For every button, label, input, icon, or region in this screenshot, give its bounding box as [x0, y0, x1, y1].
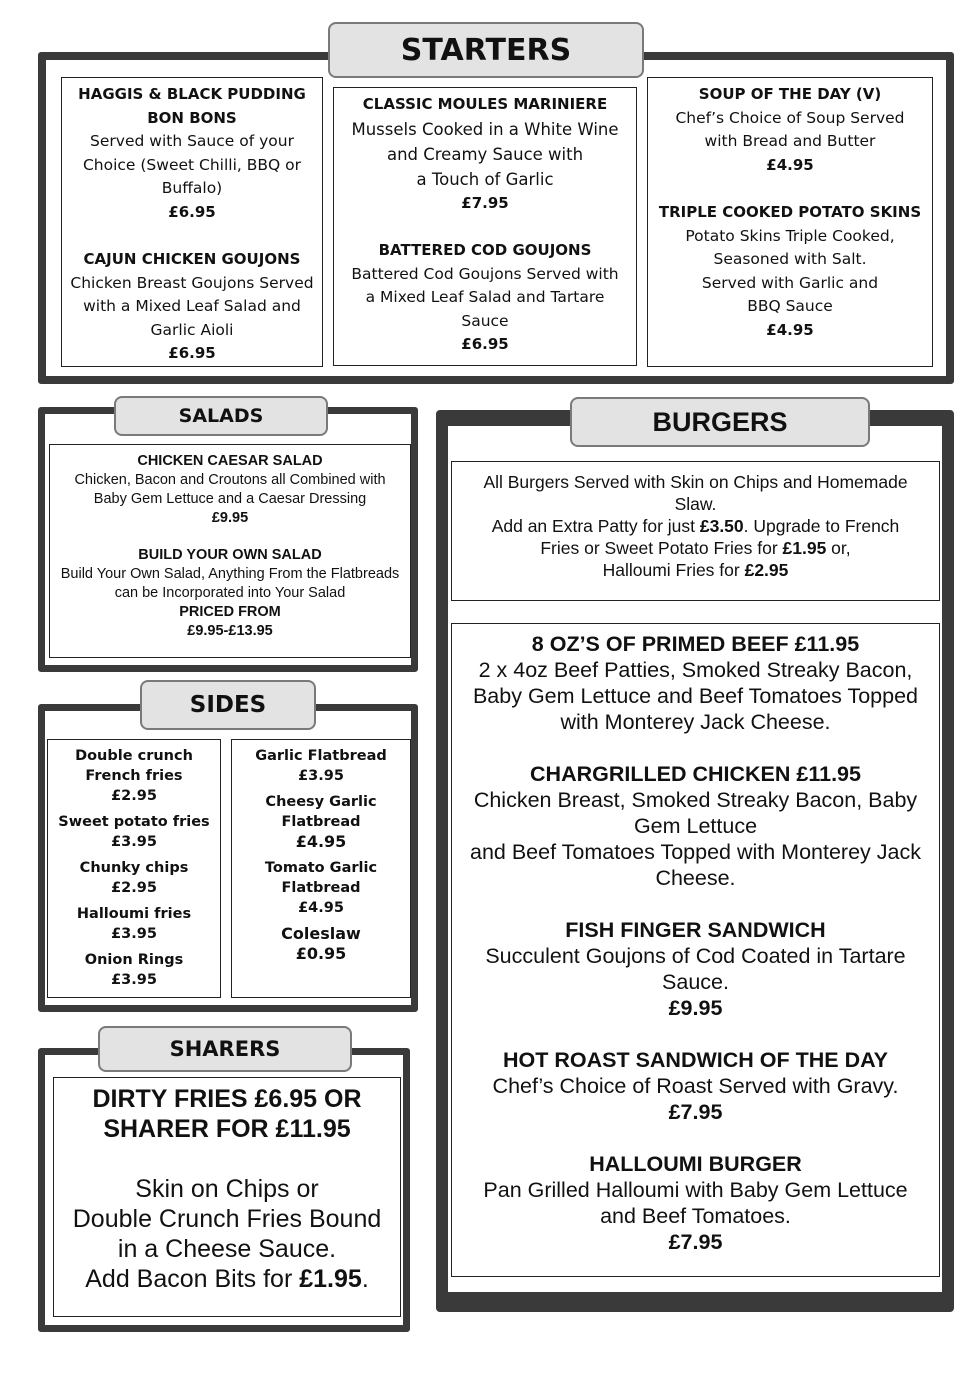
menu-item: [460, 917, 931, 1021]
item-price: £6.95: [168, 202, 216, 221]
sharer-heading: SHARER FOR £11.95: [103, 1115, 351, 1143]
item-name: HOT ROAST SANDWICH OF THE DAY: [502, 1048, 889, 1072]
sharers-box: [53, 1077, 401, 1317]
sharer-text: Add Bacon Bits for: [85, 1265, 300, 1293]
intro-text: [470, 515, 921, 559]
menu-item: [342, 93, 628, 215]
item-name: CLASSIC MOULES MARINIERE: [362, 95, 608, 113]
item-description: 2 x 4oz Beef Patties, Smoked Streaky Bacon, Baby Gem Lettuce and Beef Tomatoes Topped with Monterey Jack Cheese.: [472, 658, 919, 734]
intro-span: or,: [826, 538, 851, 558]
starters-column-2: [333, 87, 637, 366]
item-name: SOUP OF THE DAY (V): [698, 85, 882, 103]
item-name: BUILD YOUR OWN SALAD: [138, 547, 322, 563]
intro-text: [470, 559, 921, 581]
item-description: Chicken Breast, Smoked Streaky Bacon, Baby Gem Lettuce: [473, 788, 918, 838]
intro-price: £3.50: [699, 516, 744, 536]
item-name: HAGGIS & BLACK PUDDING BON BONS: [78, 85, 306, 127]
side-item: [52, 858, 216, 898]
side-item: [236, 924, 406, 964]
side-item: [52, 746, 216, 806]
sharers-title: SHARERS: [98, 1026, 352, 1072]
item-price: £7.95: [668, 1100, 723, 1124]
item-name: Double crunch French fries: [75, 748, 193, 784]
menu-item: [56, 452, 404, 528]
item-name: CHARGRILLED CHICKEN £11.95: [530, 762, 861, 786]
item-name: CHICKEN CAESAR SALAD: [137, 453, 323, 469]
item-name: Garlic Flatbread: [255, 748, 387, 764]
intro-span: . Upgrade to French Fries or Sweet Potato Fries for: [540, 516, 900, 558]
item-name: Chunky chips: [79, 860, 189, 876]
sharer-price: £1.95: [299, 1265, 362, 1293]
item-price: £7.95: [461, 193, 509, 212]
sharer-description: [58, 1264, 396, 1294]
intro-price: £2.95: [744, 560, 789, 580]
item-name: FISH FINGER SANDWICH: [565, 918, 826, 942]
item-description: a Touch of Garlic: [416, 169, 554, 189]
item-description: Served with Garlic and: [701, 273, 879, 292]
intro-text: All Burgers Served with Skin on Chips and Homemade Slaw.: [483, 472, 908, 514]
sharer-description: Skin on Chips or: [135, 1175, 319, 1203]
item-description: Chicken, Bacon and Croutons all Combined with Baby Gem Lettuce and a Caesar Dressing: [74, 472, 386, 507]
item-price: £3.95: [298, 768, 344, 784]
burgers-intro-box: [451, 461, 940, 601]
item-price: £2.95: [111, 788, 157, 804]
menu-item: [70, 83, 314, 224]
sides-title: SIDES: [140, 680, 316, 730]
item-price: £3.95: [111, 972, 157, 988]
menu-item: [656, 83, 924, 177]
item-description: Mussels Cooked in a White Wine: [351, 119, 619, 139]
intro-span: Add an Extra Patty for just: [491, 516, 700, 536]
item-description: Chef’s Choice of Roast Served with Gravy.: [492, 1074, 899, 1098]
item-description: Succulent Goujons of Cod Coated in Tartare Sauce.: [485, 944, 906, 994]
sharer-description: Double Crunch Fries Bound: [72, 1205, 382, 1233]
item-price: £4.95: [295, 832, 347, 851]
item-price: £6.95: [168, 344, 216, 362]
item-price: £7.95: [668, 1230, 723, 1254]
item-price: £6.95: [461, 335, 509, 353]
item-name: TRIPLE COOKED POTATO SKINS: [658, 203, 922, 221]
menu-item: [460, 1151, 931, 1255]
item-price: £3.95: [111, 834, 157, 850]
item-description: Chef’s Choice of Soup Served with Bread and Butter: [675, 108, 905, 150]
item-name: Sweet potato fries: [58, 814, 210, 830]
item-name: CAJUN CHICKEN GOUJONS: [83, 250, 301, 268]
side-item: [236, 858, 406, 918]
starters-column-3: [647, 77, 933, 367]
menu-item: [460, 761, 931, 891]
item-name: HALLOUMI BURGER: [589, 1152, 802, 1176]
side-item: [236, 792, 406, 852]
item-name: Cheesy Garlic Flatbread: [265, 794, 377, 830]
item-price: £2.95: [111, 880, 157, 896]
item-price: £0.95: [295, 944, 347, 963]
item-description: Seasoned with Salt.: [713, 250, 867, 268]
item-price: £9.95-£13.95: [187, 623, 273, 639]
sharer-text: .: [361, 1265, 369, 1293]
sides-left-box: [47, 739, 221, 998]
salads-box: [49, 444, 411, 658]
menu-item: [56, 546, 404, 641]
side-item: [52, 904, 216, 944]
item-description: and Beef Tomatoes Topped with Monterey Jack Cheese.: [470, 840, 921, 890]
intro-span: Halloumi Fries for: [602, 560, 745, 580]
item-name: Tomato Garlic Flatbread: [264, 860, 378, 896]
item-name: Halloumi fries: [76, 906, 192, 922]
starters-column-1: [61, 77, 323, 367]
menu-item: [342, 239, 628, 357]
sharer-heading: DIRTY FRIES £6.95 OR: [92, 1085, 362, 1113]
burgers-title: BURGERS: [570, 397, 870, 447]
sharer-description: in a Cheese Sauce.: [117, 1235, 337, 1263]
menu-item: [70, 248, 314, 366]
item-price: £4.95: [766, 320, 814, 339]
salads-title: SALADS: [114, 396, 328, 436]
item-description: Chicken Breast Goujons Served with a Mixed Leaf Salad and Garlic Aioli: [70, 273, 314, 339]
side-item: [52, 812, 216, 852]
item-name: BATTERED COD GOUJONS: [378, 241, 592, 259]
item-description: BBQ Sauce: [747, 297, 833, 315]
price-label: PRICED FROM: [179, 604, 281, 620]
side-item: [236, 746, 406, 786]
item-description: Served with Sauce of your Choice (Sweet Chilli, BBQ or Buffalo): [82, 132, 302, 197]
burgers-items-box: [451, 623, 940, 1277]
item-description: Pan Grilled Halloumi with Baby Gem Lettuce and Beef Tomatoes.: [483, 1178, 908, 1228]
menu-item: [656, 201, 924, 342]
item-description: Build Your Own Salad, Anything From the Flatbreads can be Incorporated into Your Salad: [60, 566, 400, 601]
item-name: Coleslaw: [281, 924, 361, 943]
intro-price: £1.95: [782, 538, 827, 558]
item-price: £9.95: [211, 510, 249, 526]
starters-title: STARTERS: [328, 22, 644, 78]
menu-item: [460, 1047, 931, 1125]
item-price: £3.95: [111, 926, 157, 942]
item-description: and Creamy Sauce with: [386, 144, 584, 164]
item-description: Potato Skins Triple Cooked,: [685, 226, 895, 245]
item-name: 8 OZ’S OF PRIMED BEEF £11.95: [531, 632, 860, 656]
item-price: £4.95: [766, 155, 814, 174]
item-name: Onion Rings: [84, 952, 184, 968]
sides-right-box: [231, 739, 411, 998]
item-description: Battered Cod Goujons Served with a Mixed Leaf Salad and Tartare Sauce: [351, 264, 619, 330]
item-price: £9.95: [668, 996, 723, 1020]
side-item: [52, 950, 216, 990]
item-price: £4.95: [298, 900, 344, 916]
menu-item: [460, 631, 931, 735]
